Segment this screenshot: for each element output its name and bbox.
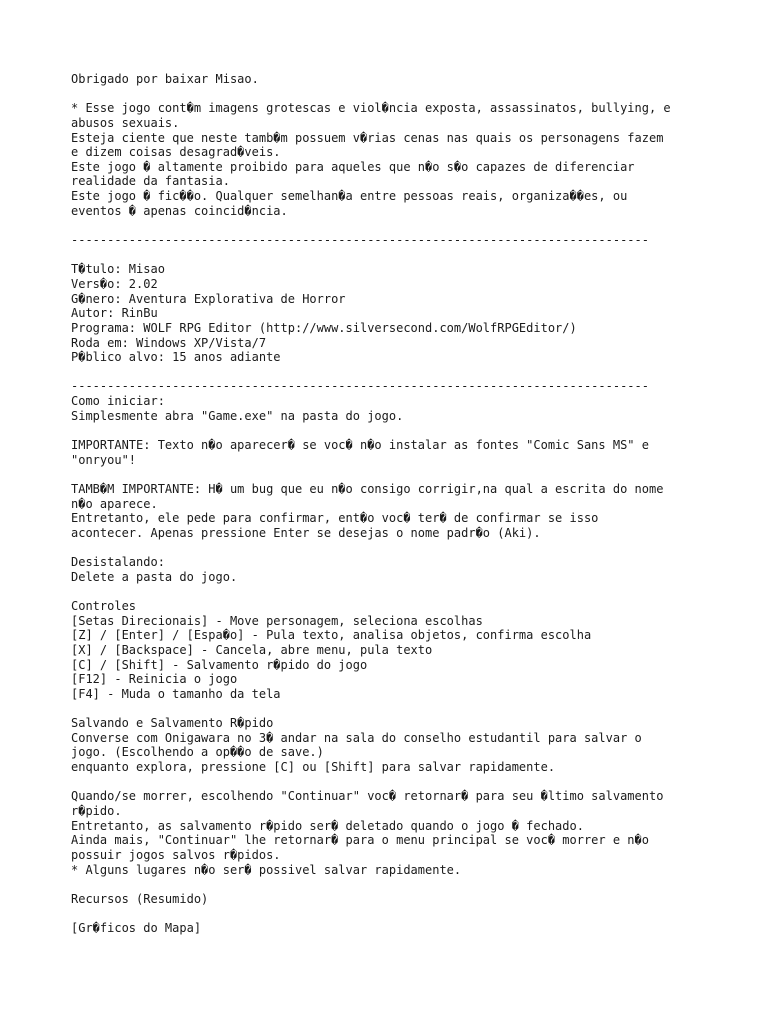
text-line: --------------------------------------------------------------------------------	[71, 379, 649, 394]
text-line: enquanto explora, pressione [C] ou [Shift] para salvar rapidamente.	[71, 760, 556, 775]
text-line: [F12] - Reinicia o jogo	[71, 672, 238, 687]
text-line: acontecer. Apenas pressione Enter se desejas o nome padr�o (Aki).	[71, 525, 541, 540]
text-line: realidade da fantasia.	[71, 174, 230, 189]
text-line: [F4] - Muda o tamanho da tela	[71, 686, 281, 701]
text-line: [X] / [Backspace] - Cancela, abre menu, pula texto	[71, 642, 433, 657]
text-line: Salvando e Salvamento R�pido	[71, 716, 274, 731]
text-line: * Esse jogo cont�m imagens grotescas e viol�ncia exposta, assassinatos, bullying, e	[71, 101, 671, 116]
text-line: Programa: WOLF RPG Editor (http://www.silversecond.com/WolfRPGEditor/)	[71, 320, 577, 335]
text-line: P�blico alvo: 15 anos adiante	[71, 350, 281, 365]
text-line: jogo. (Escolhendo a op��o de save.)	[71, 745, 324, 760]
text-line: [Z] / [Enter] / [Espa�o] - Pula texto, analisa objetos, confirma escolha	[71, 628, 592, 643]
text-line: Desistalando:	[71, 555, 165, 570]
text-line: G�nero: Aventura Explorativa de Horror	[71, 291, 346, 306]
text-line: Ainda mais, "Continuar" lhe retornar� para o menu principal se voc� morrer e n�o	[71, 833, 649, 848]
text-line: possuir jogos salvos r�pidos.	[71, 847, 281, 862]
text-line: TAMB�M IMPORTANTE: H� um bug que eu n�o consigo corrigir,na qual a escrita do nome	[71, 481, 664, 496]
document-text	[71, 72, 711, 936]
text-line: Roda em: Windows XP/Vista/7	[71, 335, 267, 350]
text-line: [C] / [Shift] - Salvamento r�pido do jogo	[71, 657, 368, 672]
text-line	[71, 541, 711, 556]
text-line	[71, 365, 711, 380]
text-line: Entretanto, as salvamento r�pido ser� deletado quando o jogo � fechado.	[71, 818, 584, 833]
text-line	[71, 248, 711, 263]
text-line: abusos sexuais.	[71, 115, 180, 130]
text-line: IMPORTANTE: Texto n�o aparecer� se voc� n�o instalar as fontes "Comic Sans MS" e	[71, 438, 649, 453]
text-line: * Alguns lugares n�o ser� possivel salvar rapidamente.	[71, 862, 462, 877]
text-line: Converse com Onigawara no 3� andar na sala do conselho estudantil para salvar o	[71, 730, 642, 745]
text-line: Este jogo � fic��o. Qualquer semelhan�a entre pessoas reais, organiza��es, ou	[71, 189, 628, 204]
text-line	[71, 877, 711, 892]
text-line	[71, 775, 711, 790]
text-line: Entretanto, ele pede para confirmar, ent�o voc� ter� de confirmar se isso	[71, 511, 599, 526]
text-line: Simplesmente abra "Game.exe" na pasta do jogo.	[71, 408, 404, 423]
text-line	[71, 423, 711, 438]
text-line: Quando/se morrer, escolhendo "Continuar" voc� retornar� para seu �ltimo salvamento	[71, 789, 664, 804]
text-line: --------------------------------------------------------------------------------	[71, 233, 649, 248]
text-line: Esteja ciente que neste tamb�m possuem v�rias cenas nas quais os personagens fazem	[71, 130, 664, 145]
text-line: Recursos (Resumido)	[71, 891, 209, 906]
text-line: eventos � apenas coincid�ncia.	[71, 203, 288, 218]
text-line: T�tulo: Misao	[71, 262, 165, 277]
text-line: [Setas Direcionais] - Move personagem, seleciona escolhas	[71, 613, 483, 628]
text-line: e dizem coisas desagrad�veis.	[71, 145, 281, 160]
text-line: Delete a pasta do jogo.	[71, 569, 238, 584]
text-line: "onryou"!	[71, 452, 137, 467]
text-line	[71, 218, 711, 233]
text-line: [Gr�ficos do Mapa]	[71, 921, 202, 936]
text-line: r�pido.	[71, 804, 122, 819]
text-line	[71, 907, 711, 922]
text-line: Como iniciar:	[71, 394, 165, 409]
text-line: n�o aparece.	[71, 496, 158, 511]
text-line	[71, 87, 711, 102]
text-line	[71, 584, 711, 599]
text-line: Este jogo � altamente proibido para aqueles que n�o s�o capazes de diferenciar	[71, 159, 635, 174]
text-line	[71, 702, 711, 717]
text-line: Vers�o: 2.02	[71, 276, 158, 291]
text-line	[71, 467, 711, 482]
text-line: Autor: RinBu	[71, 306, 158, 321]
text-line: Obrigado por baixar Misao.	[71, 72, 259, 86]
text-line: Controles	[71, 599, 137, 614]
